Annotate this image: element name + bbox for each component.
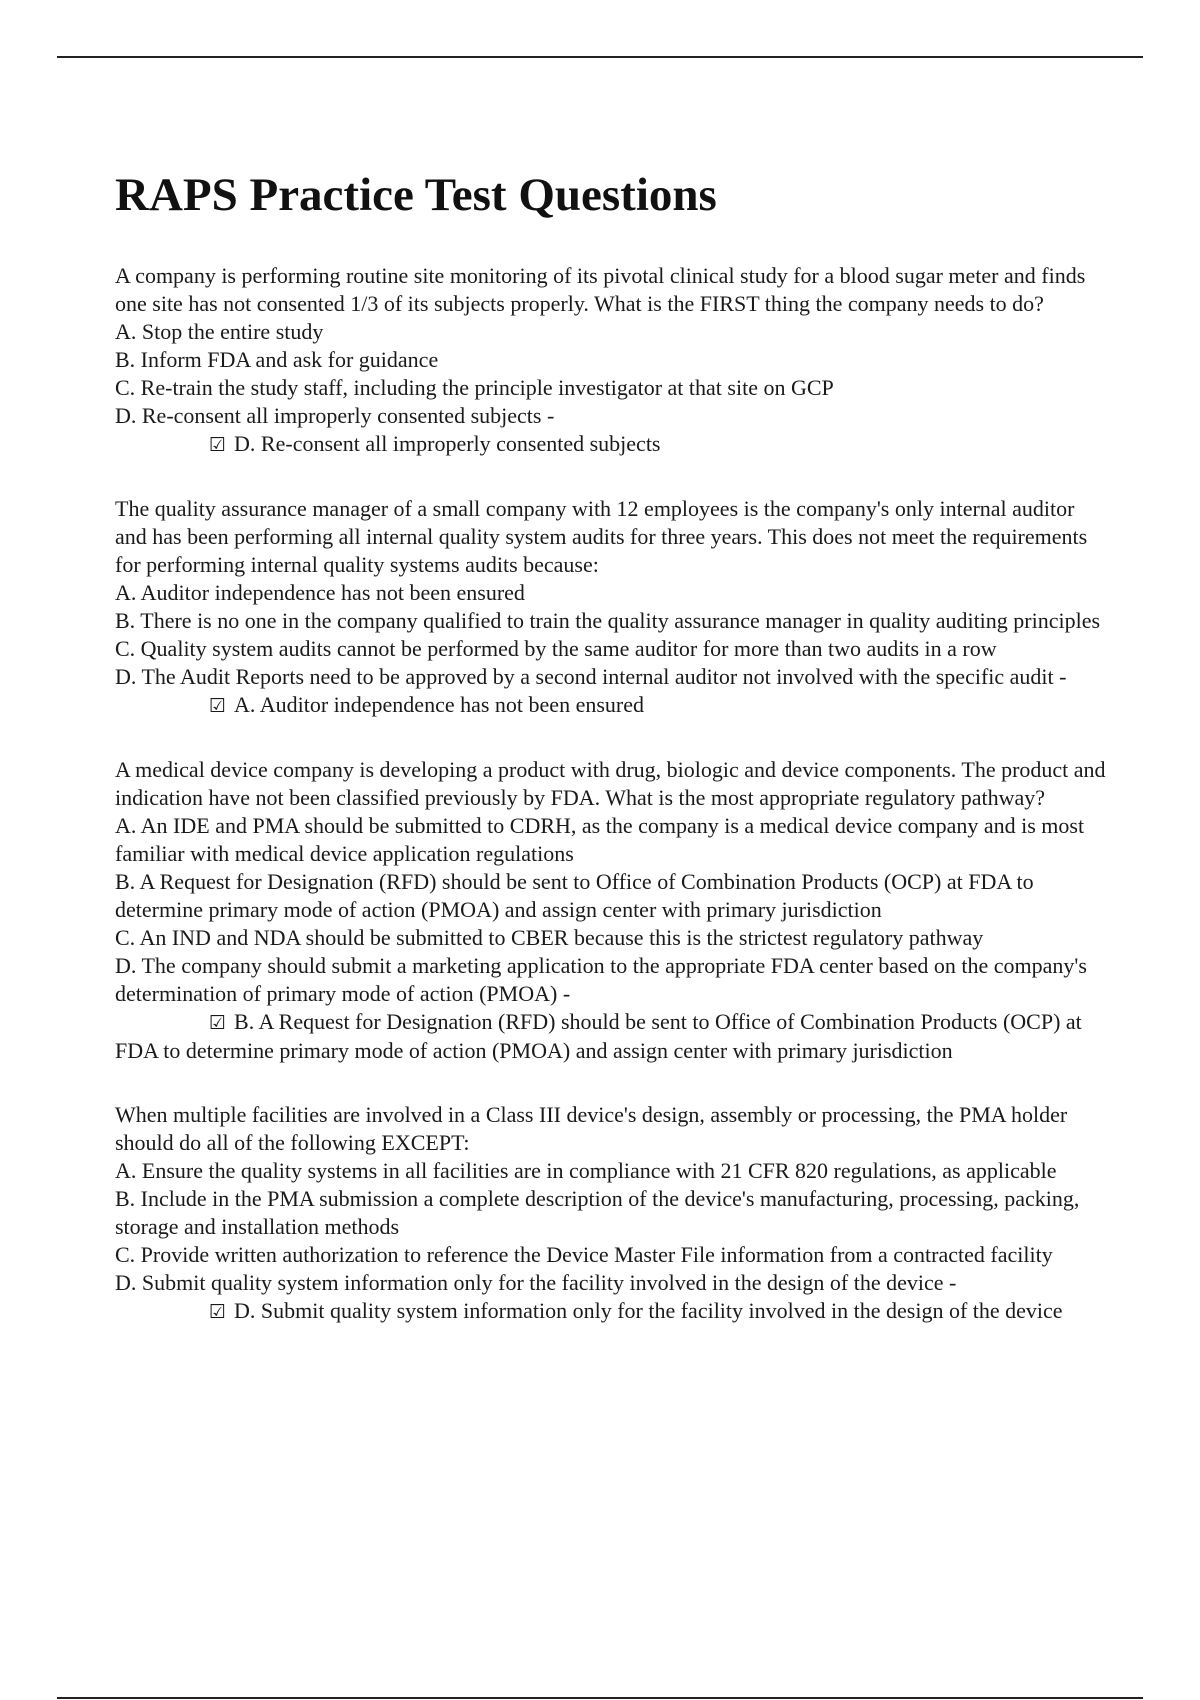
answer-line [115, 691, 1110, 720]
question-block [115, 756, 1110, 1065]
option-d: D. Re-consent all improperly consented subjects - [115, 403, 555, 428]
option-d: D. Submit quality system information only for the facility involved in the design of the device - [115, 1270, 957, 1295]
option-a: A. Ensure the quality systems in all facilities are in compliance with 21 CFR 820 regulations, as applicable [115, 1158, 1057, 1183]
answer-text: B. A Request for Designation (RFD) should be sent to Office of Combination Products (OCP) at FDA to determine primary mode of action (PMOA) and assign center with primary jurisdiction [115, 1009, 1082, 1063]
option-a: A. Auditor independence has not been ensured [115, 580, 525, 605]
question-stem: When multiple facilities are involved in a Class III device's design, assembly or processing, the PMA holder should do all of the following EXCEPT: [115, 1102, 1068, 1155]
checkbox-checked-icon: ☑ [209, 434, 227, 456]
page-title: RAPS Practice Test Questions [115, 169, 717, 221]
answer-line [115, 430, 1110, 459]
option-c: C. Quality system audits cannot be performed by the same auditor for more than two audits in a row [115, 636, 997, 661]
option-c: C. Provide written authorization to reference the Device Master File information from a contracted facility [115, 1242, 1053, 1267]
question-stem: A medical device company is developing a product with drug, biologic and device components. The product and indication have not been classified previously by FDA. What is the most appropriate regulatory pathway? [115, 757, 1106, 810]
answer-line [115, 1008, 1110, 1065]
answer-text: D. Submit quality system information only for the facility involved in the design of the device [234, 1298, 1063, 1323]
checkbox-checked-icon: ☑ [209, 695, 227, 717]
checkbox-checked-icon: ☑ [209, 1012, 227, 1034]
bottom-rule [57, 1697, 1143, 1699]
answer-text: A. Auditor independence has not been ensured [234, 692, 644, 717]
question-block [115, 1101, 1110, 1326]
document-body [115, 164, 1110, 1326]
option-c: C. An IND and NDA should be submitted to CBER because this is the strictest regulatory pathway [115, 925, 984, 950]
answer-text: D. Re-consent all improperly consented subjects [234, 431, 661, 456]
option-d: D. The company should submit a marketing application to the appropriate FDA center based on the company's determination of primary mode of action (PMOA) - [115, 953, 1087, 1006]
option-b: B. There is no one in the company qualified to train the quality assurance manager in quality auditing principles [115, 608, 1101, 633]
option-a: A. An IDE and PMA should be submitted to CDRH, as the company is a medical device company and is most familiar with medical device application regulations [115, 813, 1085, 866]
question-block [115, 495, 1110, 720]
option-c: C. Re-train the study staff, including the principle investigator at that site on GCP [115, 375, 834, 400]
option-b: B. Inform FDA and ask for guidance [115, 347, 439, 372]
top-rule [57, 56, 1143, 58]
option-b: B. A Request for Designation (RFD) should be sent to Office of Combination Products (OCP) at FDA to determine primary mode of action (PMOA) and assign center with primary jurisdiction [115, 869, 1034, 922]
option-b: B. Include in the PMA submission a complete description of the device's manufacturing, processing, packing, storage and installation methods [115, 1186, 1080, 1239]
question-stem: A company is performing routine site monitoring of its pivotal clinical study for a blood sugar meter and finds one site has not consented 1/3 of its subjects properly. What is the FIRST thing the company needs to do? [115, 263, 1086, 316]
option-d: D. The Audit Reports need to be approved by a second internal auditor not involved with the specific audit - [115, 664, 1067, 689]
question-block [115, 262, 1110, 459]
question-stem: The quality assurance manager of a small company with 12 employees is the company's only internal auditor and has been performing all internal quality system audits for three years. This does not meet the requirements for performing internal quality systems audits because: [115, 496, 1088, 577]
answer-line [115, 1297, 1110, 1326]
checkbox-checked-icon: ☑ [209, 1301, 227, 1323]
option-a: A. Stop the entire study [115, 319, 324, 344]
